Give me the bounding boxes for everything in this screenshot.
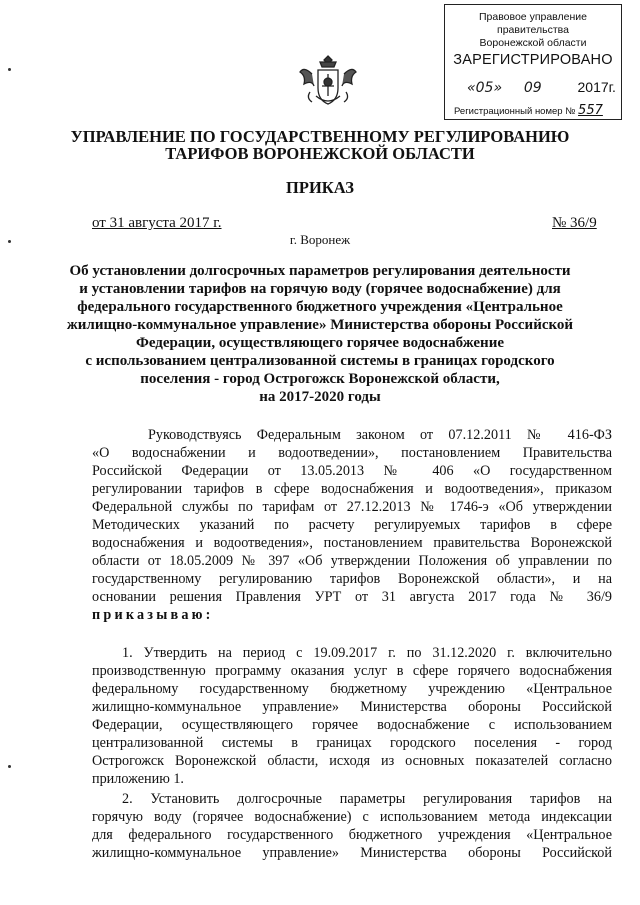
subject-line: Об установлении долгосрочных параметров регулирования деятельности [69,263,571,279]
preamble-line: основании решения Правления УРТ от 31 августа 2017 года № 36/9 [92,589,612,605]
stamp-organization [445,11,621,50]
scan-speck [8,68,11,71]
preamble-line: «О водоснабжении и водоотведении», постановлением Правительства [92,445,612,461]
subject-line: и установлении тарифов на горячую воду (горячее водоснабжение) для [79,281,561,297]
stamp-reg-number [454,103,603,118]
registration-stamp [444,4,622,120]
stamp-org-line2: Воронежской области [479,37,587,49]
item1-line: централизованной системы в границах городского поселения - город [92,735,612,751]
document-city: г. Воронеж [289,232,351,247]
stamp-date [467,79,616,96]
preamble-line: Федеральной службы по тарифам от 27.12.2013 № 1746-э «Об утверждении [92,499,612,515]
stamp-date-year: 2017г. [577,79,616,95]
document-type: ПРИКАЗ [286,178,354,197]
stamp-org-line1: Правовое управление правительства [478,11,587,36]
subject-line: с использованием централизованной системы в границах городского [85,353,555,369]
subject-line: поселения - город Острогожск Воронежской области, [140,371,500,387]
preamble-line: государственному регулированию тарифов Воронежской области», и на [92,571,612,587]
preamble-line: Руководствуясь Федеральным законом от 07.12.2011 № 416-ФЗ [148,427,612,443]
document-date: от 31 августа 2017 г. [92,215,222,231]
agency-title-line2: ТАРИФОВ ВОРОНЕЖСКОЙ ОБЛАСТИ [165,144,475,163]
subject-line: жилищно-коммунальное управление» Министерства обороны Российской [66,317,574,333]
stamp-date-day: «05» [467,80,503,96]
subject-line: на 2017-2020 годы [259,389,381,405]
stamp-reg-number-label: Регистрационный номер № [454,106,576,117]
subject-line: Федерации, осуществляющего горячее водоснабжение [135,335,505,351]
preamble-line: регулировании тарифов в сфере водоснабжения и водоотведения», приказом [92,481,612,497]
item2-line: 2. Установить долгосрочные параметры регулирования тарифов на [122,791,612,807]
item1-line: жилищно-коммунальное управление» Министерства обороны Российской [92,699,612,715]
item1-line: 1. Утвердить на период с 19.09.2017 г. по 31.12.2020 г. включительно [122,645,612,661]
subject-line: федерального государственного бюджетного учреждения «Центральное [77,299,563,315]
order-word: приказываю: [92,607,214,623]
document-number: № 36/9 [552,215,597,231]
stamp-reg-number-value: 557 [578,103,603,118]
item1-line: федеральному государственному бюджетному учреждению «Центральное [92,681,612,697]
stamp-registered: ЗАРЕГИСТРИРОВАНО [453,52,613,68]
preamble-line: области от 18.05.2009 № 397 «Об утверждении Положения об управлении по [92,553,612,569]
item1-line: приложению 1. [92,771,184,787]
item1-line: Федерации, осуществляющего горячее водоснабжение с использованием [92,717,612,733]
item1-line: Острогожск Воронежской области, исходя из основных показателей согласно [92,753,612,769]
coat-of-arms-icon [298,52,358,110]
scan-speck [8,765,11,768]
agency-title-line1: УПРАВЛЕНИЕ ПО ГОСУДАРСТВЕННОМУ РЕГУЛИРОВАНИЮ [70,127,570,146]
item2-line: жилищно-коммунальное управление» Министерства обороны Российской [92,845,612,861]
item1-line: производственную программу оказания услуг в сфере горячего водоснабжения [92,663,612,679]
preamble-line: Методических указаний по расчету регулируемых тарифов в сфере [92,517,612,533]
preamble-line: Российской Федерации от 13.05.2013 № 406 «О государственном [92,463,612,479]
stamp-date-month: 09 [523,80,542,96]
item2-line: горячую воду (горячее водоснабжение) с использованием метода индексации [92,809,612,825]
preamble-line: водоснабжения и водоотведения», постановлением правительства Воронежской [92,535,612,551]
item2-line: для федерального государственного бюджетного учреждения «Центральное [92,827,612,843]
